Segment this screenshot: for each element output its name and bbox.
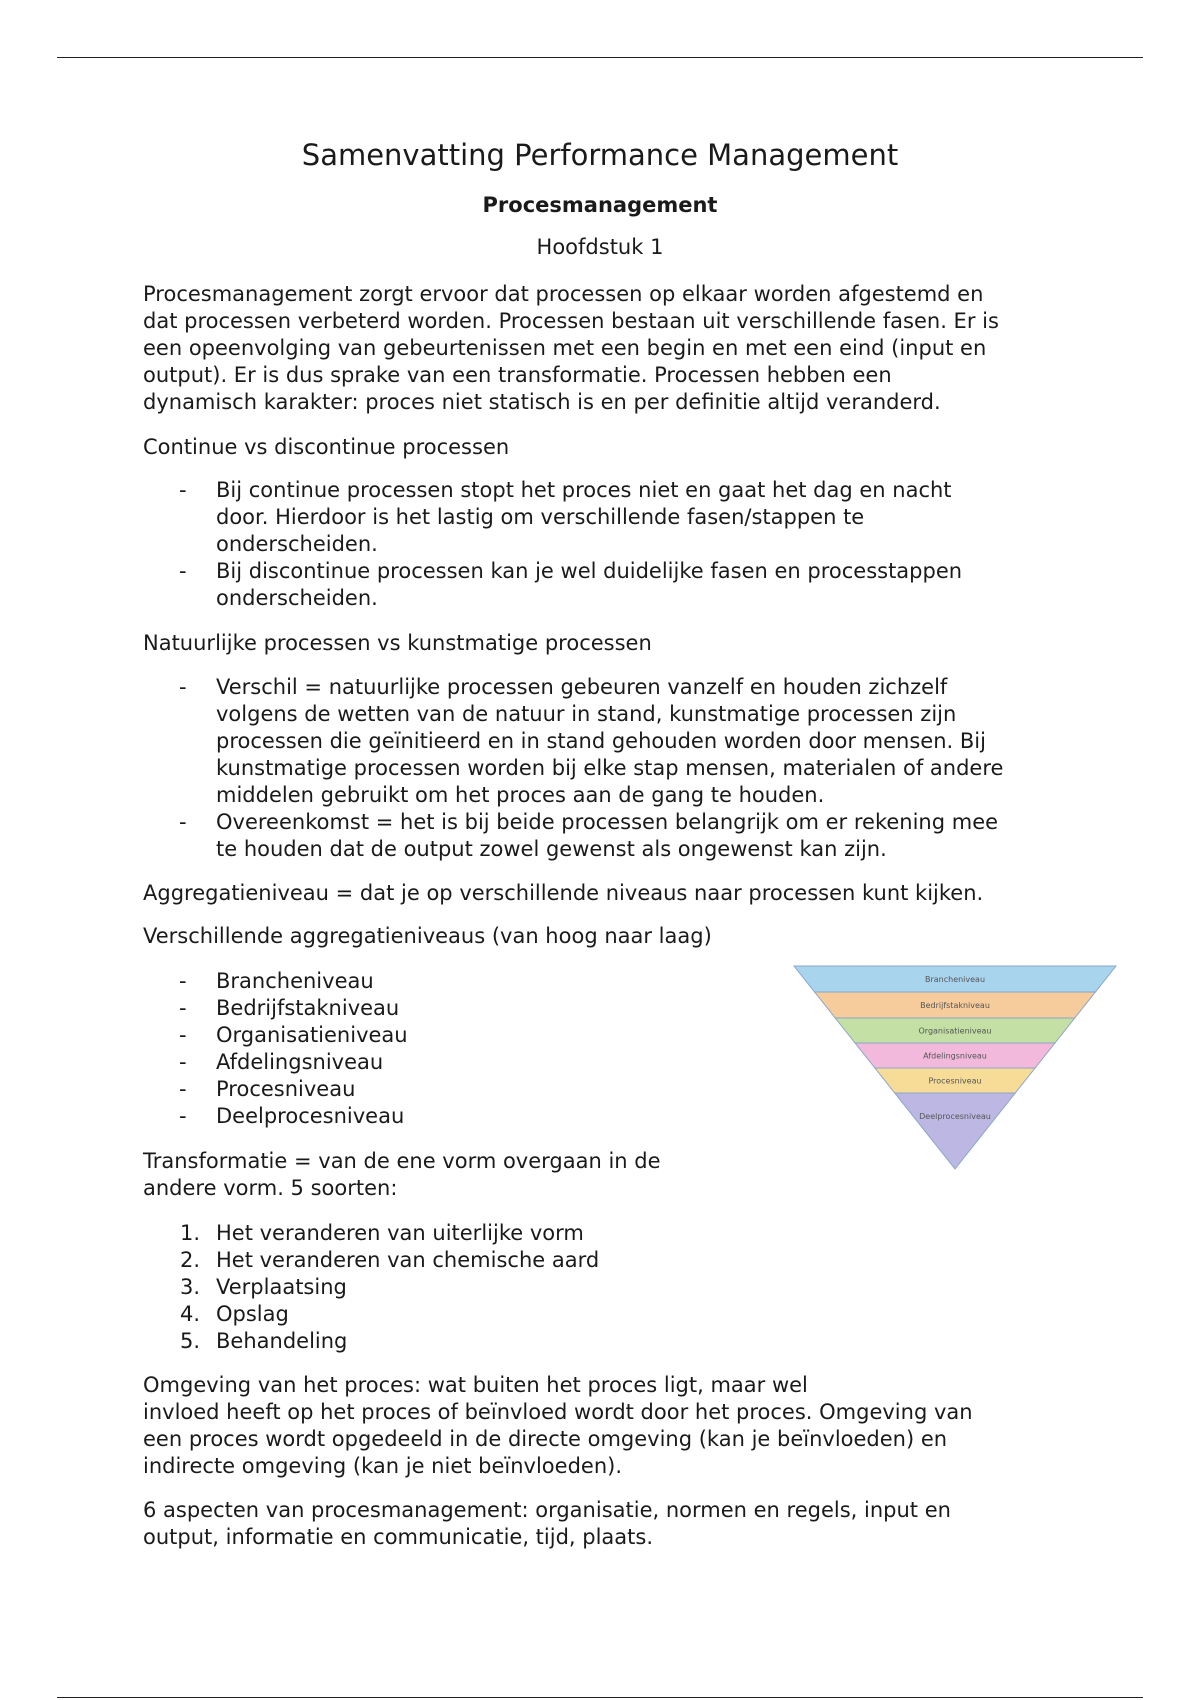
- list-item: - Deelprocesniveau: [179, 1104, 405, 1128]
- document-title: Samenvatting Performance Management: [301, 138, 899, 172]
- transformation-list: [143, 1220, 599, 1355]
- continue-list: [143, 477, 962, 612]
- pyramid-layer-label: Bedrijfstakniveau: [920, 1001, 990, 1010]
- list-item: - Overeenkomst = het is bij beide processen belangrijk om er rekening mee te houden dat de output zowel gewenst als ongewenst kan zijn.: [179, 810, 999, 861]
- list-item: - Afdelingsniveau: [179, 1050, 384, 1074]
- aggregation-definition: Aggregatieniveau = dat je op verschillende niveaus naar processen kunt kijken.: [143, 881, 984, 905]
- pyramid-layer-label: Afdelingsniveau: [923, 1051, 987, 1061]
- levels-list: [143, 968, 408, 1130]
- levels-heading: Verschillende aggregatieniveaus (van hoog naar laag): [143, 924, 712, 948]
- transformation-definition: Transformatie = van de ene vorm overgaan in de andere vorm. 5 soorten:: [143, 1149, 661, 1200]
- chapter-label: Hoofdstuk 1: [536, 235, 664, 259]
- aggregation-pyramid-diagram: [790, 960, 1120, 1175]
- list-item: - Bij continue processen stopt het proces niet en gaat het dag en nacht door. Hierdoor is het lastig om verschillende fasen/stappen te onderscheiden.: [179, 478, 952, 556]
- pyramid-layer-label: Deelprocesniveau: [919, 1112, 991, 1121]
- pyramid-layer: [895, 1093, 1016, 1169]
- list-item: - Procesniveau: [179, 1077, 356, 1101]
- natural-list: [143, 674, 1003, 863]
- bottom-rule: [57, 1697, 1143, 1698]
- list-item: - Verschil = natuurlijke processen gebeuren vanzelf en houden zichzelf volgens de wetten van de natuur in stand, kunstmatige processen zijn processen die geïnitieerd en in stand gehouden worden door mensen. Bij kunstmatige processen worden bij elke stap mensen, materialen of andere middelen gebruikt om het proces aan de gang te houden.: [179, 675, 1004, 807]
- list-item: - Organisatieniveau: [179, 1023, 408, 1047]
- list-item: 1. Het veranderen van uiterlijke vorm: [180, 1221, 584, 1245]
- continue-heading: Continue vs discontinue processen: [143, 435, 510, 459]
- intro-paragraph: Procesmanagement zorgt ervoor dat processen op elkaar worden afgestemd en dat processen verbeterd worden. Processen bestaan uit verschillende fasen. Er is een opeenvolging van gebeurtenissen met een begin en met een eind (input en output). Er is dus sprake van een transformatie. Processen hebben een dynamisch karakter: proces niet statisch is en per definitie altijd veranderd.: [143, 282, 999, 414]
- list-item: 2. Het veranderen van chemische aard: [180, 1248, 600, 1272]
- aspects-paragraph: 6 aspecten van procesmanagement: organisatie, normen en regels, input en output, informatie en communicatie, tijd, plaats.: [143, 1498, 951, 1549]
- list-item: 5. Behandeling: [180, 1329, 348, 1353]
- top-rule: [57, 57, 1143, 58]
- list-item: - Brancheniveau: [179, 969, 374, 993]
- pyramid-layer-label: Organisatieniveau: [918, 1026, 992, 1036]
- list-item: 4. Opslag: [180, 1302, 289, 1326]
- pyramid-layer-label: Procesniveau: [928, 1076, 982, 1086]
- environment-paragraph: Omgeving van het proces: wat buiten het proces ligt, maar wel invloed heeft op het proces of beïnvloed wordt door het proces. Omgeving van een proces wordt opgedeeld in de directe omgeving (kan je beïnvloeden) en indirecte omgeving (kan je niet beïnvloeden).: [143, 1373, 973, 1478]
- section-title: Procesmanagement: [482, 193, 718, 217]
- list-item: - Bij discontinue processen kan je wel duidelijke fasen en processtappen onderscheiden.: [179, 559, 963, 610]
- list-item: 3. Verplaatsing: [180, 1275, 347, 1299]
- pyramid-layer-label: Brancheniveau: [924, 975, 986, 984]
- natural-heading: Natuurlijke processen vs kunstmatige processen: [143, 631, 652, 655]
- list-item: - Bedrijfstakniveau: [179, 996, 400, 1020]
